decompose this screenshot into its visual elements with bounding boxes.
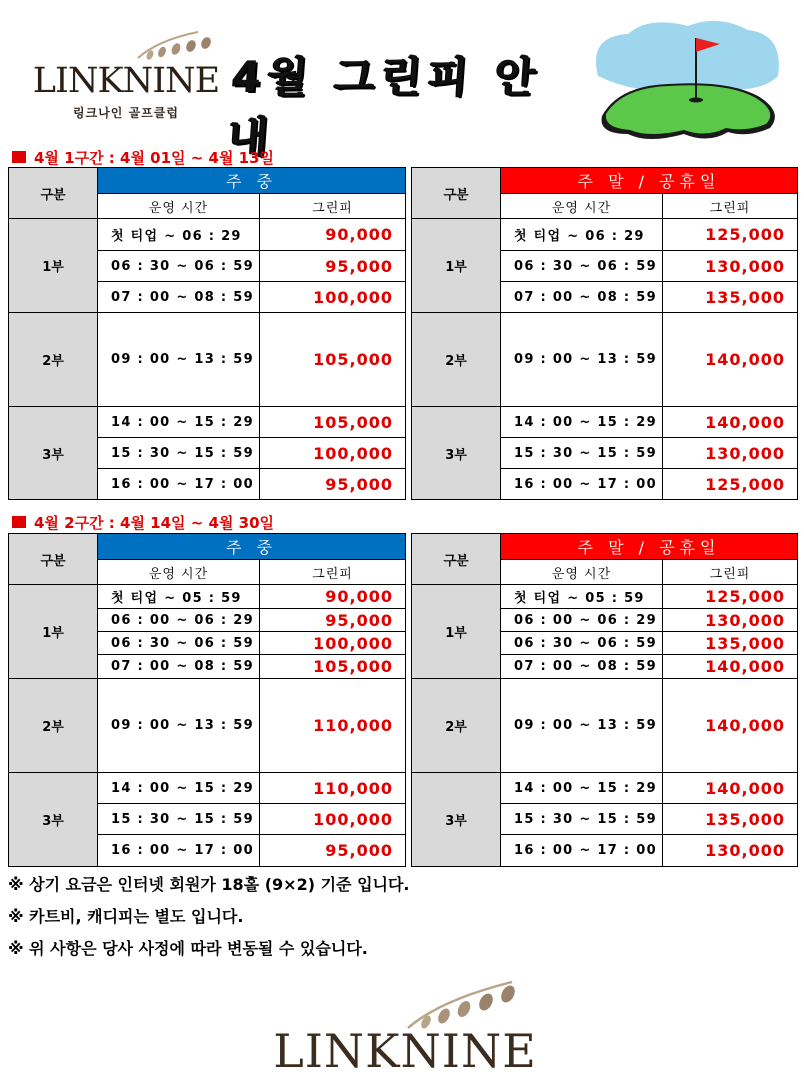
green-fee: 100,000 (260, 438, 406, 469)
table-row (9, 407, 406, 438)
footer-brand-name: LINKNINE (273, 1024, 537, 1078)
time-column-header: 운영 시간 (98, 194, 260, 219)
fee-table-weekend (411, 167, 798, 500)
part-label: 3부 (412, 773, 501, 867)
fee-table-weekday (8, 167, 406, 500)
table-row (412, 407, 798, 438)
table-row (412, 679, 798, 773)
green-fee: 125,000 (663, 585, 798, 609)
time-column-header: 운영 시간 (501, 560, 663, 585)
golf-green-flag-icon (588, 16, 784, 146)
square-bullet-icon (12, 516, 26, 528)
table-row (412, 585, 798, 609)
table-row (412, 773, 798, 804)
green-fee: 140,000 (663, 313, 798, 407)
time-range: 14 : 00 ~ 15 : 29 (98, 407, 260, 438)
weekday-band: 주 중 (98, 534, 406, 560)
time-range: 15 : 30 ~ 15 : 59 (501, 804, 663, 835)
green-fee: 135,000 (663, 804, 798, 835)
linknine-logo (30, 28, 222, 124)
time-range: 16 : 00 ~ 17 : 00 (501, 469, 663, 500)
fee-column-header: 그린피 (663, 560, 798, 585)
part-label: 3부 (9, 407, 98, 500)
green-fee: 125,000 (663, 469, 798, 500)
time-range: 06 : 30 ~ 06 : 59 (501, 632, 663, 655)
division-header: 구분 (412, 534, 501, 585)
brand-subtitle: 링크나인 골프클럽 (73, 106, 179, 120)
green-fee: 110,000 (260, 773, 406, 804)
time-range: 15 : 30 ~ 15 : 59 (98, 804, 260, 835)
green-fee: 105,000 (260, 407, 406, 438)
part-label: 1부 (412, 219, 501, 313)
fee-column-header: 그린피 (260, 560, 406, 585)
green-fee: 95,000 (260, 609, 406, 632)
weekday-band: 주 중 (98, 168, 406, 194)
green-fee: 100,000 (260, 632, 406, 655)
green-fee: 140,000 (663, 679, 798, 773)
part-label: 1부 (9, 219, 98, 313)
time-range: 07 : 00 ~ 08 : 59 (501, 655, 663, 679)
green-fee: 130,000 (663, 438, 798, 469)
table-row (412, 219, 798, 251)
golf-ball-trail-icon (128, 28, 212, 64)
section-heading-text: 4월 2구간 : 4월 14일 ~ 4월 30일 (34, 513, 275, 532)
time-range: 07 : 00 ~ 08 : 59 (501, 282, 663, 313)
part-label: 1부 (9, 585, 98, 679)
part-label: 2부 (9, 679, 98, 773)
division-header: 구분 (9, 168, 98, 219)
linknine-footer-logo (230, 978, 580, 1078)
note-line: ※ 위 사항은 당사 사정에 따라 변동될 수 있습니다. (8, 939, 368, 958)
green-fee: 100,000 (260, 804, 406, 835)
green-fee: 130,000 (663, 251, 798, 282)
part-label: 3부 (9, 773, 98, 867)
section-heading-text: 4월 1구간 : 4월 01일 ~ 4월 13일 (34, 148, 275, 167)
part-label: 3부 (412, 407, 501, 500)
time-range: 06 : 30 ~ 06 : 59 (98, 632, 260, 655)
section-heading (12, 512, 274, 532)
time-column-header: 운영 시간 (98, 560, 260, 585)
note-line: ※ 상기 요금은 인터넷 회원가 18홀 (9×2) 기준 입니다. (8, 875, 410, 894)
green-fee: 105,000 (260, 655, 406, 679)
green-fee: 140,000 (663, 407, 798, 438)
time-range: 06 : 30 ~ 06 : 59 (98, 251, 260, 282)
part-label: 1부 (412, 585, 501, 679)
time-range: 15 : 30 ~ 15 : 59 (98, 438, 260, 469)
green-fee: 95,000 (260, 469, 406, 500)
part-label: 2부 (9, 313, 98, 407)
green-fee: 130,000 (663, 609, 798, 632)
square-bullet-icon (12, 151, 26, 163)
page-title: 4월 그린피 안내 (226, 52, 543, 161)
time-range: 09 : 00 ~ 13 : 59 (501, 679, 663, 773)
green-fee: 90,000 (260, 585, 406, 609)
fee-table-weekday (8, 533, 406, 867)
time-range: 15 : 30 ~ 15 : 59 (501, 438, 663, 469)
time-range: 06 : 00 ~ 06 : 29 (98, 609, 260, 632)
table-row (9, 773, 406, 804)
time-range: 07 : 00 ~ 08 : 59 (98, 282, 260, 313)
time-range: 16 : 00 ~ 17 : 00 (98, 469, 260, 500)
green-fee: 140,000 (663, 773, 798, 804)
time-range: 06 : 30 ~ 06 : 59 (501, 251, 663, 282)
table-row (412, 313, 798, 407)
section-heading (12, 147, 274, 167)
weekend-band: 주 말 / 공휴일 (501, 534, 798, 560)
fee-column-header: 그린피 (663, 194, 798, 219)
time-range: 06 : 00 ~ 06 : 29 (501, 609, 663, 632)
time-range: 14 : 00 ~ 15 : 29 (501, 773, 663, 804)
fee-column-header: 그린피 (260, 194, 406, 219)
table-row (9, 219, 406, 251)
time-range: 첫 티업 ~ 05 : 59 (501, 585, 663, 609)
table-row (9, 585, 406, 609)
notes (8, 872, 788, 968)
time-range: 09 : 00 ~ 13 : 59 (98, 313, 260, 407)
green-fee: 90,000 (260, 219, 406, 251)
green-fee: 125,000 (663, 219, 798, 251)
division-header: 구분 (9, 534, 98, 585)
time-range: 09 : 00 ~ 13 : 59 (98, 679, 260, 773)
division-header: 구분 (412, 168, 501, 219)
time-column-header: 운영 시간 (501, 194, 663, 219)
time-range: 14 : 00 ~ 15 : 29 (98, 773, 260, 804)
green-fee: 95,000 (260, 835, 406, 867)
time-range: 07 : 00 ~ 08 : 59 (98, 655, 260, 679)
time-range: 16 : 00 ~ 17 : 00 (501, 835, 663, 867)
time-range: 16 : 00 ~ 17 : 00 (98, 835, 260, 867)
table-row (9, 679, 406, 773)
note-line: ※ 카트비, 캐디피는 별도 입니다. (8, 907, 244, 926)
fee-table-weekend (411, 533, 798, 867)
green-fee: 140,000 (663, 655, 798, 679)
green-fee: 135,000 (663, 282, 798, 313)
brand-name: LINKNINE (32, 61, 220, 101)
table-row (9, 313, 406, 407)
time-range: 첫 티업 ~ 05 : 59 (98, 585, 260, 609)
green-fee: 130,000 (663, 835, 798, 867)
time-range: 09 : 00 ~ 13 : 59 (501, 313, 663, 407)
weekend-band: 주 말 / 공휴일 (501, 168, 798, 194)
green-fee: 95,000 (260, 251, 406, 282)
green-fee: 135,000 (663, 632, 798, 655)
green-fee: 100,000 (260, 282, 406, 313)
part-label: 2부 (412, 313, 501, 407)
green-fee: 110,000 (260, 679, 406, 773)
green-fee: 105,000 (260, 313, 406, 407)
time-range: 첫 티업 ~ 06 : 29 (501, 219, 663, 251)
part-label: 2부 (412, 679, 501, 773)
time-range: 첫 티업 ~ 06 : 29 (98, 219, 260, 251)
time-range: 14 : 00 ~ 15 : 29 (501, 407, 663, 438)
